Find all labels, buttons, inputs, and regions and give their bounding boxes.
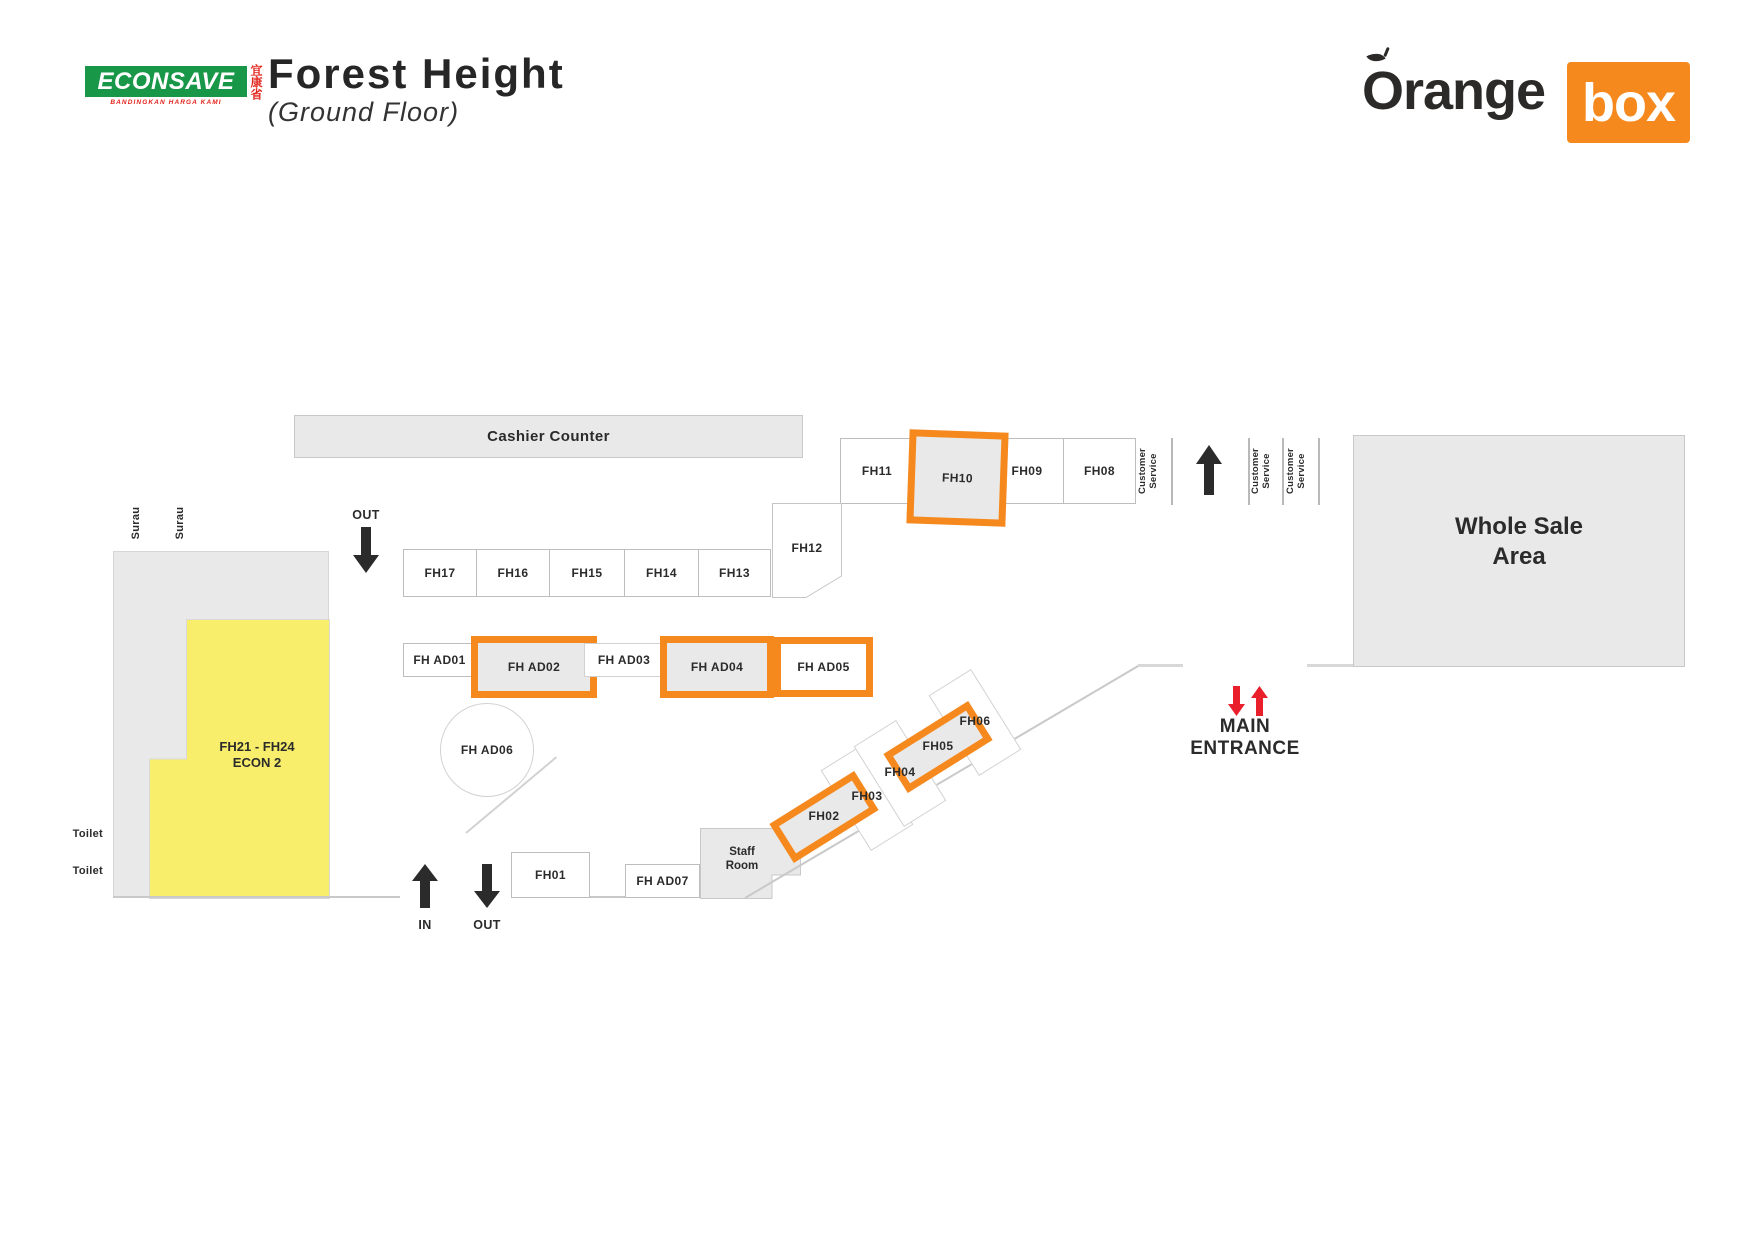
leaf-stem-icon xyxy=(1383,47,1390,57)
surau-label: Surau xyxy=(130,506,142,540)
customer-service-label: Customer Service xyxy=(1137,448,1160,494)
wholesale-label xyxy=(1369,512,1669,572)
divider xyxy=(1171,438,1173,505)
lot-fh-ad06-circle: FH AD06 xyxy=(440,703,534,797)
wholesale-line1: Whole Sale xyxy=(1454,513,1584,540)
econ2-label-line2: ECON 2 xyxy=(232,755,282,770)
staff-room-line2: Room xyxy=(725,860,759,872)
cashier-counter: Cashier Counter xyxy=(294,415,803,458)
out-arrow-icon xyxy=(474,864,500,908)
lot-fh02-label: FH02 xyxy=(808,809,840,823)
lot-fh17: FH17 xyxy=(403,549,477,597)
out-label: OUT xyxy=(473,918,501,932)
divider xyxy=(1282,438,1284,505)
entrance-in-arrow-icon xyxy=(1228,686,1245,716)
surau-label: Surau xyxy=(174,506,186,540)
lot-fh12: FH12 xyxy=(791,541,823,555)
lot-fh08: FH08 xyxy=(1063,438,1136,504)
page-subtitle: (Ground Floor) xyxy=(268,97,460,127)
customer-service-up-arrow-icon xyxy=(1196,445,1222,495)
in-label: IN xyxy=(418,918,432,932)
main-entrance-label xyxy=(1145,716,1345,760)
lot-fh09: FH09 xyxy=(990,438,1064,504)
lot-fh-ad01: FH AD01 xyxy=(403,643,476,677)
lot-fh03-label: FH03 xyxy=(851,789,883,803)
main-entrance-line1: MAIN xyxy=(1219,716,1271,737)
in-arrow-icon xyxy=(412,864,438,908)
lot-fh-ad07: FH AD07 xyxy=(625,864,700,898)
econ2-label xyxy=(187,739,327,771)
entrance-wall-right xyxy=(1307,664,1353,667)
econsave-tagline: BANDINGKAN HARGA KAMI xyxy=(110,99,222,106)
lot-fh-ad04-highlighted: FH AD04 xyxy=(660,636,774,698)
entrance-out-arrow-icon xyxy=(1251,686,1268,716)
econ2-label-line1: FH21 - FH24 xyxy=(219,739,295,754)
staff-room-label xyxy=(692,845,792,873)
orangebox-box: box xyxy=(1567,62,1690,143)
econsave-chinese-name: 宜康省 xyxy=(249,64,263,100)
econsave-logo xyxy=(85,66,247,106)
main-entrance-line2: ENTRANCE xyxy=(1190,738,1300,759)
lot-fh05-label: FH05 xyxy=(922,739,954,753)
lot-fh04-label: FH04 xyxy=(884,765,916,779)
lot-fh14: FH14 xyxy=(624,549,699,597)
orangebox-word: Orange xyxy=(1362,61,1546,121)
lot-fh06-label: FH06 xyxy=(959,714,991,728)
toilet-label: Toilet xyxy=(72,865,103,877)
divider xyxy=(1318,438,1320,505)
lot-fh10-highlighted: FH10 xyxy=(906,429,1008,526)
lot-fh13: FH13 xyxy=(698,549,771,597)
wall-segment xyxy=(113,896,400,898)
lot-fh-ad05-highlighted: FH AD05 xyxy=(774,637,873,697)
out-label-top: OUT xyxy=(352,508,380,522)
lot-fh16: FH16 xyxy=(476,549,550,597)
staff-room-line1: Staff xyxy=(729,846,755,858)
entrance-wall-left xyxy=(1138,664,1183,667)
out-arrow-icon-top xyxy=(353,527,379,573)
econsave-logo-text: ECONSAVE xyxy=(85,66,247,97)
customer-service-label: Customer Service xyxy=(1285,448,1308,494)
lot-fh-ad03: FH AD03 xyxy=(584,643,664,677)
toilet-label: Toilet xyxy=(72,828,103,840)
wholesale-line2: Area xyxy=(1492,543,1546,570)
lot-fh01: FH01 xyxy=(511,852,590,898)
orangebox-logo xyxy=(1360,42,1692,144)
lot-fh15: FH15 xyxy=(549,549,625,597)
page-title: Forest Height xyxy=(268,50,565,97)
customer-service-label: Customer Service xyxy=(1250,448,1273,494)
lot-fh-ad02-highlighted: FH AD02 xyxy=(471,636,597,698)
lot-fh11: FH11 xyxy=(840,438,914,504)
